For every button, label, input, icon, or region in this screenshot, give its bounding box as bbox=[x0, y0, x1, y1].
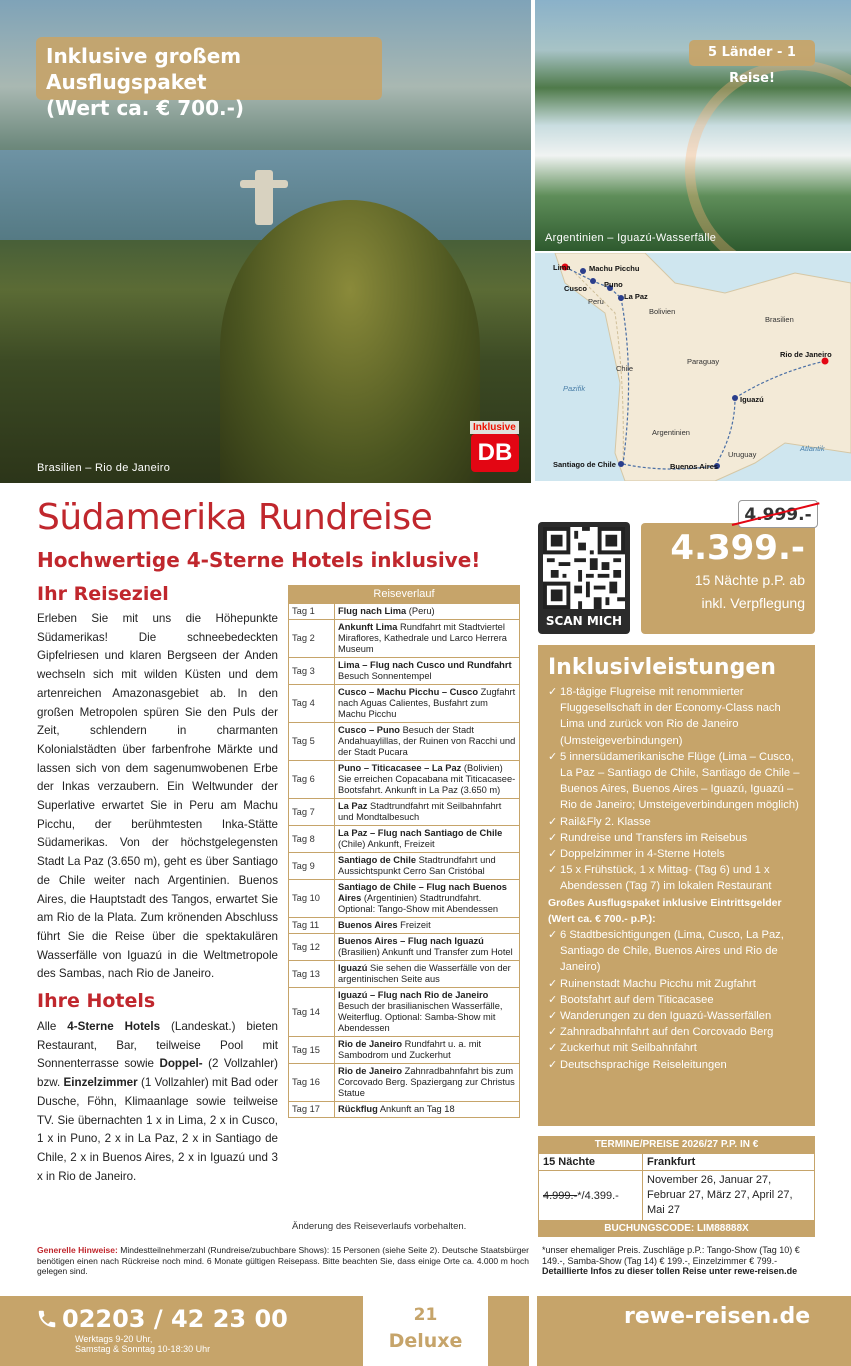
itinerary-row bbox=[289, 1037, 520, 1064]
itinerary-day: Tag 9 bbox=[289, 853, 335, 880]
christ-statue bbox=[255, 170, 273, 225]
inclusive-item: ✓ Rail&Fly 2. Klasse bbox=[548, 814, 805, 830]
map-label-peru: Peru bbox=[588, 297, 604, 306]
inclusive-services-box bbox=[538, 645, 815, 1126]
inclusive-item: Großes Ausflugspaket inklusive Eintrittsgelder (Wert ca. € 700.- p.P.): bbox=[548, 896, 782, 925]
itinerary-day: Tag 1 bbox=[289, 604, 335, 620]
falls-caption: Argentinien – Iguazú-Wasserfälle bbox=[545, 232, 717, 244]
itinerary-heading: Reiseverlauf bbox=[288, 585, 520, 603]
inclusive-item: ✓ Zuckerhut mit Seilbahnfahrt bbox=[548, 1040, 805, 1056]
itinerary-desc: Santiago de Chile – Flug nach Buenos Aires (Argentinien) Stadtrundfahrt. Optional: Tango-Show mit Abendessen bbox=[335, 880, 520, 918]
map-label-atlantik: Atlantik bbox=[800, 444, 825, 453]
opening-hours: Werktags 9-20 Uhr, Samstag & Sonntag 10-18:30 Uhr bbox=[75, 1334, 211, 1354]
old-price: 4.999.- bbox=[738, 500, 818, 528]
price-cell: 4.999.-*/4.399.- bbox=[539, 1171, 643, 1221]
itinerary-day: Tag 6 bbox=[289, 761, 335, 799]
inclusive-item: ✓ 18-tägige Flugreise mit renommierter Fluggesellschaft in der Economy-Class nach Lima und zurück von Rio de Janeiro (Umsteigeverbindungen) bbox=[548, 684, 805, 749]
hotels-heading: Ihre Hotels bbox=[37, 990, 156, 1012]
itinerary-day: Tag 2 bbox=[289, 620, 335, 658]
excursion-package-badge bbox=[36, 37, 382, 120]
itinerary-day: Tag 15 bbox=[289, 1037, 335, 1064]
page-number: 21 bbox=[413, 1305, 438, 1325]
itinerary-note: Änderung des Reiseverlaufs vorbehalten. bbox=[292, 1221, 467, 1232]
map-label-machu: Machu Picchu bbox=[589, 264, 640, 273]
map-label-santiago: Santiago de Chile bbox=[553, 460, 616, 469]
itinerary-row bbox=[289, 723, 520, 761]
inclusive-item: ✓ Doppelzimmer in 4-Sterne Hotels bbox=[548, 846, 805, 862]
website-link[interactable]: rewe-reisen.de bbox=[624, 1304, 811, 1329]
itinerary-desc: La Paz Stadtrundfahrt mit Seilbahnfahrt und Mondtalbesuch bbox=[335, 799, 520, 826]
itinerary-desc: Rio de Janeiro Rundfahrt u. a. mit Sambodrom und Zuckerhut bbox=[335, 1037, 520, 1064]
itinerary-day: Tag 12 bbox=[289, 934, 335, 961]
scan-label: SCAN MICH bbox=[545, 614, 623, 628]
map-label-bolivien: Bolivien bbox=[649, 307, 676, 316]
inclusive-item: ✓ Zahnradbahnfahrt auf den Corcovado Berg bbox=[548, 1024, 805, 1040]
itinerary-row bbox=[289, 961, 520, 988]
new-price: 4.399.- bbox=[670, 528, 805, 568]
map-label-buenos: Buenos Aires bbox=[670, 462, 719, 471]
general-notes: Generelle Hinweise: Mindestteilnehmerzahl (Rundreise/zubuchbare Shows): 15 Personen (siehe Seite 2). Deutsche Staatsbürger benötigen einen nach Rückreise noch mind. 6 Monate gültigen Reisepass. Bitte beachten Sie, dass einige Orte ca. 4.000 m hoch gelegen sind. bbox=[37, 1245, 529, 1276]
badge-line-1: Inklusive großem Ausflugspaket bbox=[46, 44, 242, 94]
itinerary-row bbox=[289, 934, 520, 961]
inclusive-item: ✓ 15 x Frühstück, 1 x Mittag- (Tag 6) und 1 x Abendessen (Tag 7) im lokalen Restaurant bbox=[548, 862, 805, 894]
itinerary-row bbox=[289, 826, 520, 853]
route-map bbox=[535, 253, 851, 481]
map-label-rio: Rio de Janeiro bbox=[780, 350, 832, 359]
itinerary-desc: Buenos Aires – Flug nach Iguazú (Brasilien) Ankunft und Transfer zum Hotel bbox=[335, 934, 520, 961]
inclusive-heading: Inklusivleistungen bbox=[548, 655, 776, 680]
dates-heading: TERMINE/PREISE 2026/27 P.P. IN € bbox=[538, 1136, 815, 1153]
details-link[interactable]: Detaillierte Infos zu dieser tollen Reise unter rewe-reisen.de bbox=[542, 1266, 798, 1276]
countries-badge: 5 Länder - 1 Reise! bbox=[689, 40, 815, 66]
itinerary-day: Tag 4 bbox=[289, 685, 335, 723]
reiseziel-heading: Ihr Reiseziel bbox=[37, 583, 169, 605]
inclusive-item: ✓ Bootsfahrt auf dem Titicacasee bbox=[548, 992, 805, 1008]
itinerary-row bbox=[289, 658, 520, 685]
itinerary-day: Tag 17 bbox=[289, 1102, 335, 1118]
map-label-pazifik: Pazifik bbox=[563, 384, 586, 393]
itinerary-day: Tag 5 bbox=[289, 723, 335, 761]
inclusive-list bbox=[548, 684, 805, 1073]
map-label-paraguay: Paraguay bbox=[687, 357, 720, 366]
dates-prices-table bbox=[538, 1136, 815, 1237]
price-notes bbox=[542, 1245, 817, 1277]
hotels-text: Alle 4-Sterne Hotels (Landeskat.) bieten Restaurant, Bar, teilweise Pool mit Sonnenterrasse sowie Doppel- (2 Vollzahler) bzw. Einzelzimmer (1 Vollzahler) mit Bad oder Dusche, Föhn, Klimaanlage sowie teilweise TV. Sie übernachten 1 x in Lima, 2 x in Cusco, 1 x in Puno, 2 x in La Paz, 2 x in Santiago de Chile, 2 x in Buenos Aires, 2 x in Iguazú und 3 x in Rio de Janeiro. bbox=[37, 1020, 278, 1183]
hero-mountain bbox=[220, 200, 480, 483]
map-label-lapaz: La Paz bbox=[624, 292, 648, 301]
itinerary-desc: Iguazú Sie sehen die Wasserfälle von der argentinischen Seite aus bbox=[335, 961, 520, 988]
itinerary-row bbox=[289, 1064, 520, 1102]
marker-cusco bbox=[590, 278, 596, 284]
itinerary-row bbox=[289, 880, 520, 918]
inclusive-item: ✓ Ruinenstadt Machu Picchu mit Zugfahrt bbox=[548, 976, 805, 992]
itinerary-desc: Puno – Titicacasee – La Paz (Bolivien) Sie erreichen Copacabana mit Titicacasee-Bootsfahrt. Ankunft in La Paz (3.650 m) bbox=[335, 761, 520, 799]
itinerary-desc: Rio de Janeiro Zahnradbahnfahrt bis zum Corcovado Berg. Spaziergang zur Christus Statue bbox=[335, 1064, 520, 1102]
map-label-chile: Chile bbox=[616, 364, 634, 373]
itinerary-row bbox=[289, 604, 520, 620]
inclusive-item: ✓ 6 Stadtbesichtigungen (Lima, Cusco, La Paz, Santiago de Chile, Buenos Aires und Rio de Janeiro) bbox=[548, 927, 805, 976]
itinerary-day: Tag 3 bbox=[289, 658, 335, 685]
itinerary-desc: Iguazú – Flug nach Rio de Janeiro Besuch der brasilianischen Wasserfälle, Weiterflug. Optional: Samba-Show mit Abendessen bbox=[335, 988, 520, 1037]
itinerary-day: Tag 11 bbox=[289, 918, 335, 934]
hero-caption: Brasilien – Rio de Janeiro bbox=[37, 462, 171, 474]
itinerary-day: Tag 13 bbox=[289, 961, 335, 988]
qr-svg bbox=[543, 527, 625, 609]
itinerary-row bbox=[289, 620, 520, 658]
phone-number[interactable]: 02203 / 42 23 00 bbox=[62, 1305, 288, 1333]
map-label-brasilien: Brasilien bbox=[765, 315, 794, 324]
badge-line-2: (Wert ca. € 700.-) bbox=[46, 96, 245, 120]
itinerary-row bbox=[289, 1102, 520, 1118]
itinerary-day: Tag 16 bbox=[289, 1064, 335, 1102]
inclusive-item: ✓ Rundreise und Transfers im Reisebus bbox=[548, 830, 805, 846]
marker-santiago bbox=[618, 461, 624, 467]
itinerary-day: Tag 7 bbox=[289, 799, 335, 826]
map-label-argentinien: Argentinien bbox=[652, 428, 690, 437]
itinerary-desc: Lima – Flug nach Cusco und Rundfahrt Besuch Sonnentempel bbox=[335, 658, 520, 685]
itinerary-table bbox=[288, 585, 520, 1118]
page-subtitle: Hochwertige 4-Sterne Hotels inklusive! bbox=[37, 548, 481, 572]
deluxe-label: Deluxe bbox=[388, 1330, 463, 1352]
nights-col: 15 Nächte bbox=[539, 1154, 643, 1171]
qr-code[interactable] bbox=[538, 522, 630, 634]
price-line-2: inkl. Verpflegung bbox=[701, 595, 805, 611]
itinerary-row bbox=[289, 918, 520, 934]
itinerary-row bbox=[289, 988, 520, 1037]
itinerary-day: Tag 10 bbox=[289, 880, 335, 918]
dates-cell: November 26, Januar 27, Februar 27, März 27, April 27, Mai 27 bbox=[643, 1171, 815, 1221]
qr-pattern bbox=[543, 527, 625, 609]
itinerary-desc: Santiago de Chile Stadtrundfahrt und Aussichtspunkt Cerro San Cristóbal bbox=[335, 853, 520, 880]
itinerary-desc: Flug nach Lima (Peru) bbox=[335, 604, 520, 620]
phone-icon bbox=[36, 1308, 58, 1330]
page-title: Südamerika Rundreise bbox=[37, 497, 433, 538]
itinerary-row bbox=[289, 799, 520, 826]
map-label-cusco: Cusco bbox=[564, 284, 587, 293]
inclusive-item: ✓ Wanderungen zu den Iguazú-Wasserfällen bbox=[548, 1008, 805, 1024]
surcharge-note: *unser ehemaliger Preis. Zuschläge p.P.: Tango-Show (Tag 10) € 149.-, Samba-Show (Tag 14) € 199.-, Einzelzimmer € 799.- bbox=[542, 1245, 800, 1266]
itinerary-row bbox=[289, 685, 520, 723]
itinerary-day: Tag 8 bbox=[289, 826, 335, 853]
inclusive-item: ✓ Deutschsprachige Reiseleitungen bbox=[548, 1057, 805, 1073]
inclusive-item: ✓ 5 innersüdamerikanische Flüge (Lima – Cusco, La Paz – Santiago de Chile, Santiago de Chile – Buenos Aires, Buenos Aires – Iguazú, Iguazú – Rio de Janeiro; Umsteigeverbindungen möglich) bbox=[548, 749, 805, 814]
itinerary-desc: Ankunft Lima Rundfahrt mit Stadtviertel Miraflores, Kathedrale und Larco Herrera Museum bbox=[335, 620, 520, 658]
itinerary-desc: Cusco – Machu Picchu – Cusco Zugfahrt nach Aguas Calientes, Busfahrt zum Machu Picchu bbox=[335, 685, 520, 723]
itinerary-desc: Rückflug Ankunft an Tag 18 bbox=[335, 1102, 520, 1118]
price-line-1: 15 Nächte p.P. ab bbox=[694, 572, 805, 588]
reiseziel-text: Erleben Sie mit uns die Höhepunkte Südamerikas! Die schneebedeckten Gipfelriesen und klaren Bergseen der Anden wechseln sich mit wilden Küsten und dem artenreichen Amazonasgebiet ab. In den großen Metropolen spüren Sie den Puls der Zeit, schlendern in charmanten Kolonialstädten über farbenfrohe Märkte und lassen sich von dem sagenumwobenen Erbe der Inkas verzaubern. Ein Weltwunder der Superlative erwartet Sie in Peru am Machu Picchu, der berühmtesten Inka-Stätte Südamerikas. Von der höchstgelegensten Stadt La Paz (3.650 m), geht es über Santiago de Chile weiter nach Argentinien. Buenos Aires, die Hauptstadt des Tangos, erwartet Sie am Rio de la Plata. Zum krönenden Abschluss führt Sie die Reise über die spektakulären Wasserfälle von Iguazú in die Weltmetropole des Sambas, nach Rio de Janeiro. bbox=[37, 612, 278, 981]
footer-divider bbox=[529, 1296, 537, 1366]
map-label-puno: Puno bbox=[604, 280, 623, 289]
db-inclusive-label: Inklusive bbox=[470, 421, 519, 434]
itinerary-desc: La Paz – Flug nach Santiago de Chile (Chile) Ankunft, Freizeit bbox=[335, 826, 520, 853]
db-logo: DB bbox=[471, 434, 519, 472]
itinerary-row bbox=[289, 761, 520, 799]
map-label-uruguay: Uruguay bbox=[728, 450, 757, 459]
marker-machu bbox=[580, 268, 586, 274]
map-label-lima: Lima bbox=[553, 263, 571, 272]
itinerary-desc: Buenos Aires Freizeit bbox=[335, 918, 520, 934]
departure-col: Frankfurt bbox=[643, 1154, 815, 1171]
map-label-iguazu: Iguazú bbox=[740, 395, 764, 404]
price-box bbox=[641, 523, 815, 634]
marker-iguazu bbox=[732, 395, 738, 401]
itinerary-day: Tag 14 bbox=[289, 988, 335, 1037]
itinerary-desc: Cusco – Puno Besuch der Stadt Andahuaylillas, der Ruinen von Racchi und der Stadt Pucara bbox=[335, 723, 520, 761]
falls-image bbox=[535, 0, 851, 251]
itinerary-row bbox=[289, 853, 520, 880]
booking-code: BUCHUNGSCODE: LIM88888X bbox=[538, 1221, 815, 1237]
